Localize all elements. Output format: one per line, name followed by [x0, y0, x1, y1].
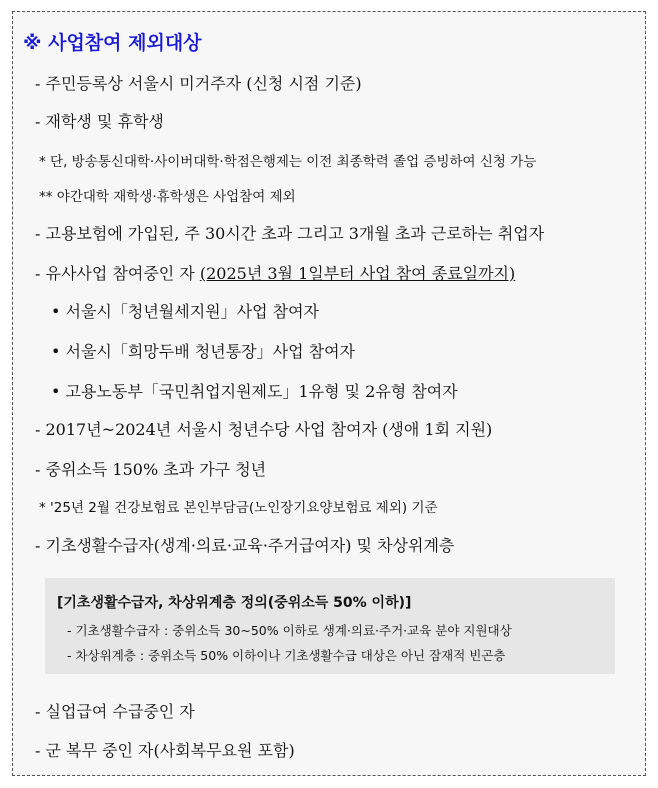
definition-near-poverty: - 차상위계층 : 중위소득 50% 이하이나 기초생활수급 대상은 아닌 잠재적 빈곤층: [67, 648, 506, 663]
sub-item-rent-support: • 서울시「청년월세지원」사업 참여자: [51, 302, 319, 321]
similar-program-label: - 유사사업 참여중인 자: [35, 264, 200, 283]
note-exception: * 단, 방송통신대학·사이버대학·학점은행제는 이전 최종학력 졸업 증빙하여 신청 가능: [39, 154, 537, 170]
item-employed: - 고용보험에 가입된, 주 30시간 초과 그리고 3개월 초과 근로하는 취업자: [35, 224, 545, 243]
item-youth-allowance: - 2017년~2024년 서울시 청년수당 사업 참여자 (생애 1회 지원): [35, 420, 493, 439]
item-non-resident: - 주민등록상 서울시 미거주자 (신청 시점 기준): [35, 74, 362, 93]
note-night-college: ** 야간대학 재학생·휴학생은 사업참여 제외: [39, 189, 296, 205]
item-basic-livelihood: - 기초생활수급자(생계·의료·교육·주거급여자) 및 차상위계층: [35, 536, 455, 555]
item-students: - 재학생 및 휴학생: [35, 112, 164, 131]
item-military-service: - 군 복무 중인 자(사회복무요원 포함): [35, 741, 295, 760]
similar-program-period: (2025년 3월 1일부터 사업 참여 종료일까지): [199, 264, 516, 283]
sub-item-employment-support: • 고용노동부「국민취업지원제도」1유형 및 2유형 참여자: [51, 382, 458, 401]
definition-basic-livelihood: - 기초생활수급자 : 중위소득 30~50% 이하로 생계·의료·주거·교육 분야 지원대상: [67, 623, 512, 638]
item-median-income: - 중위소득 150% 초과 가구 청년: [35, 460, 267, 479]
note-health-insurance: * '25년 2월 건강보험료 본인부담금(노인장기요양보험료 제외) 기준: [39, 500, 438, 516]
definition-title: [기초생활수급자, 차상위계층 정의(중위소득 50% 이하)]: [57, 595, 412, 611]
item-similar-program: [35, 264, 515, 284]
section-title: ※ 사업참여 제외대상: [23, 32, 202, 54]
item-unemployment-benefit: - 실업급여 수급중인 자: [35, 702, 195, 721]
exclusion-panel: [12, 11, 646, 776]
definition-box: [45, 578, 615, 674]
sub-item-savings-account: • 서울시「희망두배 청년통장」사업 참여자: [51, 342, 355, 361]
